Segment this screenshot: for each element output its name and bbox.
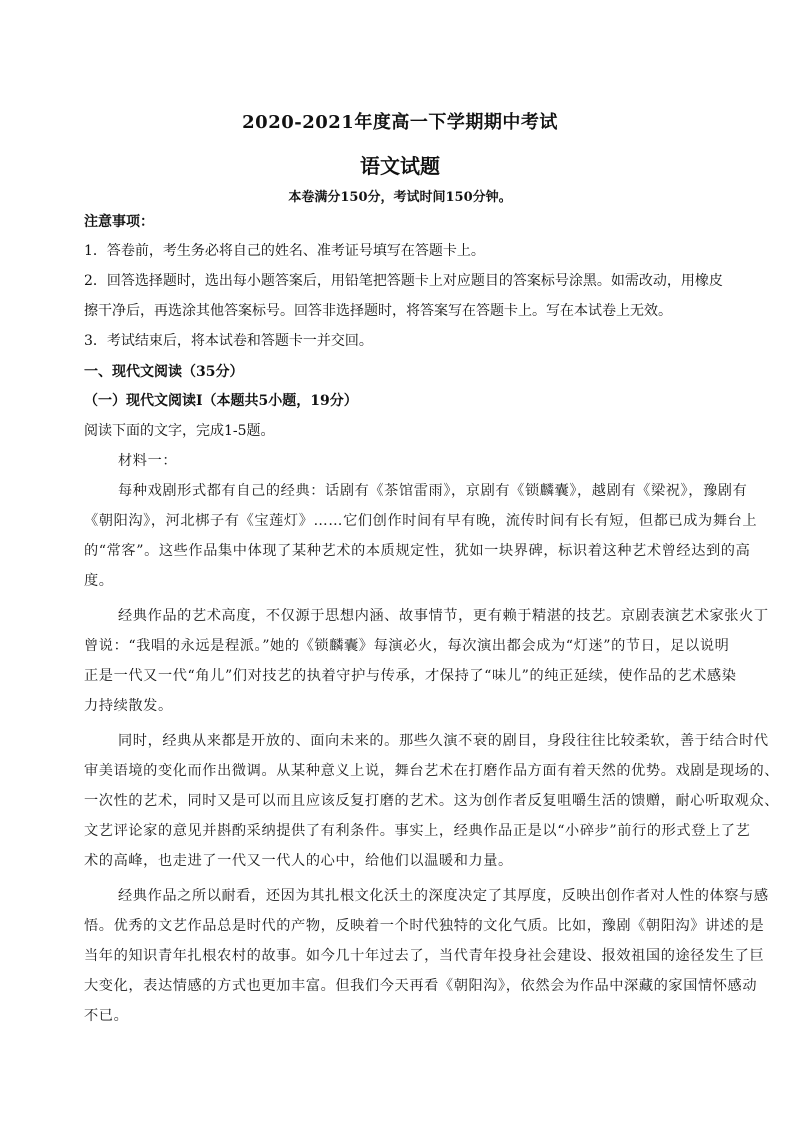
passage-line: 大变化，表达情感的方式也更加丰富。但我们今天再看《朝阳沟》，依然会为作品中深藏的家国情怀感动 xyxy=(84,978,758,994)
reading-prompt: 阅读下面的文字，完成1-5题。 xyxy=(84,423,275,439)
instructions-heading: 注意事项： xyxy=(84,214,154,230)
passage-line: 不已。 xyxy=(84,1008,129,1024)
exam-title: 2020-2021年度高一下学期期中考试 xyxy=(242,112,558,133)
passage-line: 经典作品的艺术高度，不仅源于思想内涵、故事情节，更有赖于精湛的技艺。京剧表演艺术家张火丁 xyxy=(118,608,769,624)
subject-title: 语文试题 xyxy=(360,154,440,178)
instruction-item: 3．考试结束后，将本试卷和答题卡一并交回。 xyxy=(84,333,373,349)
instruction-item: 2．回答选择题时，选出每小题答案后，用铅笔把答题卡上对应题目的答案标号涂黑。如需改动，用橡皮 xyxy=(84,273,723,289)
passage-line: 悟。优秀的文艺作品总是时代的产物，反映着一个时代独特的文化气质。比如，豫剧《朝阳沟》讲述的是 xyxy=(84,918,765,934)
passage-line: 一次性的艺术，同时又是可以而且应该反复打磨的艺术。这为创作者反复咀嚼生活的馈赠，耐心听取观众、 xyxy=(84,793,780,809)
passage-line: 曾说：“我唱的永远是程派。”她的《锁麟囊》每演必火，每次演出都会成为“灯迷”的节日，足以说明 xyxy=(84,638,730,654)
passage-line: 力持续散发。 xyxy=(84,698,173,714)
passage-line: 的“常客”。这些作品集中体现了某种艺术的本质规定性，犹如一块界碑，标识着这种艺术曾经达到的高 xyxy=(84,543,751,559)
passage-line: 当年的知识青年扎根农村的故事。如今几十年过去了，当代青年投身社会建设、报效祖国的途径发生了巨 xyxy=(84,948,765,964)
instruction-item: 1．答卷前，考生务必将自己的姓名、准考证号填写在答题卡上。 xyxy=(84,243,485,259)
passage-line: 每种戏剧形式都有自己的经典：话剧有《茶馆雷雨》，京剧有《锁麟囊》，越剧有《梁祝》，豫剧有 xyxy=(118,483,748,499)
passage-line: 审美语境的变化而作出微调。从某种意义上说，舞台艺术在打磨作品方面有着天然的优势。戏剧是现场的、 xyxy=(84,763,780,779)
score-note: 本卷满分150分，考试时间150分钟。 xyxy=(288,190,512,205)
section-heading: 一、现代文阅读（35分） xyxy=(84,364,244,380)
passage-line: 《朝阳沟》，河北梆子有《宝莲灯》……它们创作时间有早有晚，流传时间有长有短，但都已成为舞台上 xyxy=(84,513,758,529)
material-label: 材料一： xyxy=(118,453,178,469)
instruction-item: 擦干净后，再选涂其他答案标号。回答非选择题时，将答案写在答题卡上。写在本试卷上无效。 xyxy=(84,303,672,319)
passage-line: 术的高峰，也走进了一代又一代人的心中，给他们以温暖和力量。 xyxy=(84,853,513,869)
passage-line: 同时，经典从来都是开放的、面向未来的。那些久演不衰的剧目，身段往往比较柔软，善于结合时代 xyxy=(118,733,769,749)
section-subheading: （一）现代文阅读Ⅰ（本题共5小题，19分） xyxy=(84,393,358,409)
passage-line: 正是一代又一代“角儿”们对技艺的执着守护与传承，才保持了“味儿”的纯正延续，使作品的艺术感染 xyxy=(84,668,737,684)
passage-line: 经典作品之所以耐看，还因为其扎根文化沃土的深度决定了其厚度，反映出创作者对人性的体察与感 xyxy=(118,888,769,904)
passage-line: 度。 xyxy=(84,573,114,589)
passage-line: 文艺评论家的意见并斟酌采纳提供了有利条件。事实上，经典作品正是以“小碎步”前行的形式登上了艺 xyxy=(84,823,751,839)
